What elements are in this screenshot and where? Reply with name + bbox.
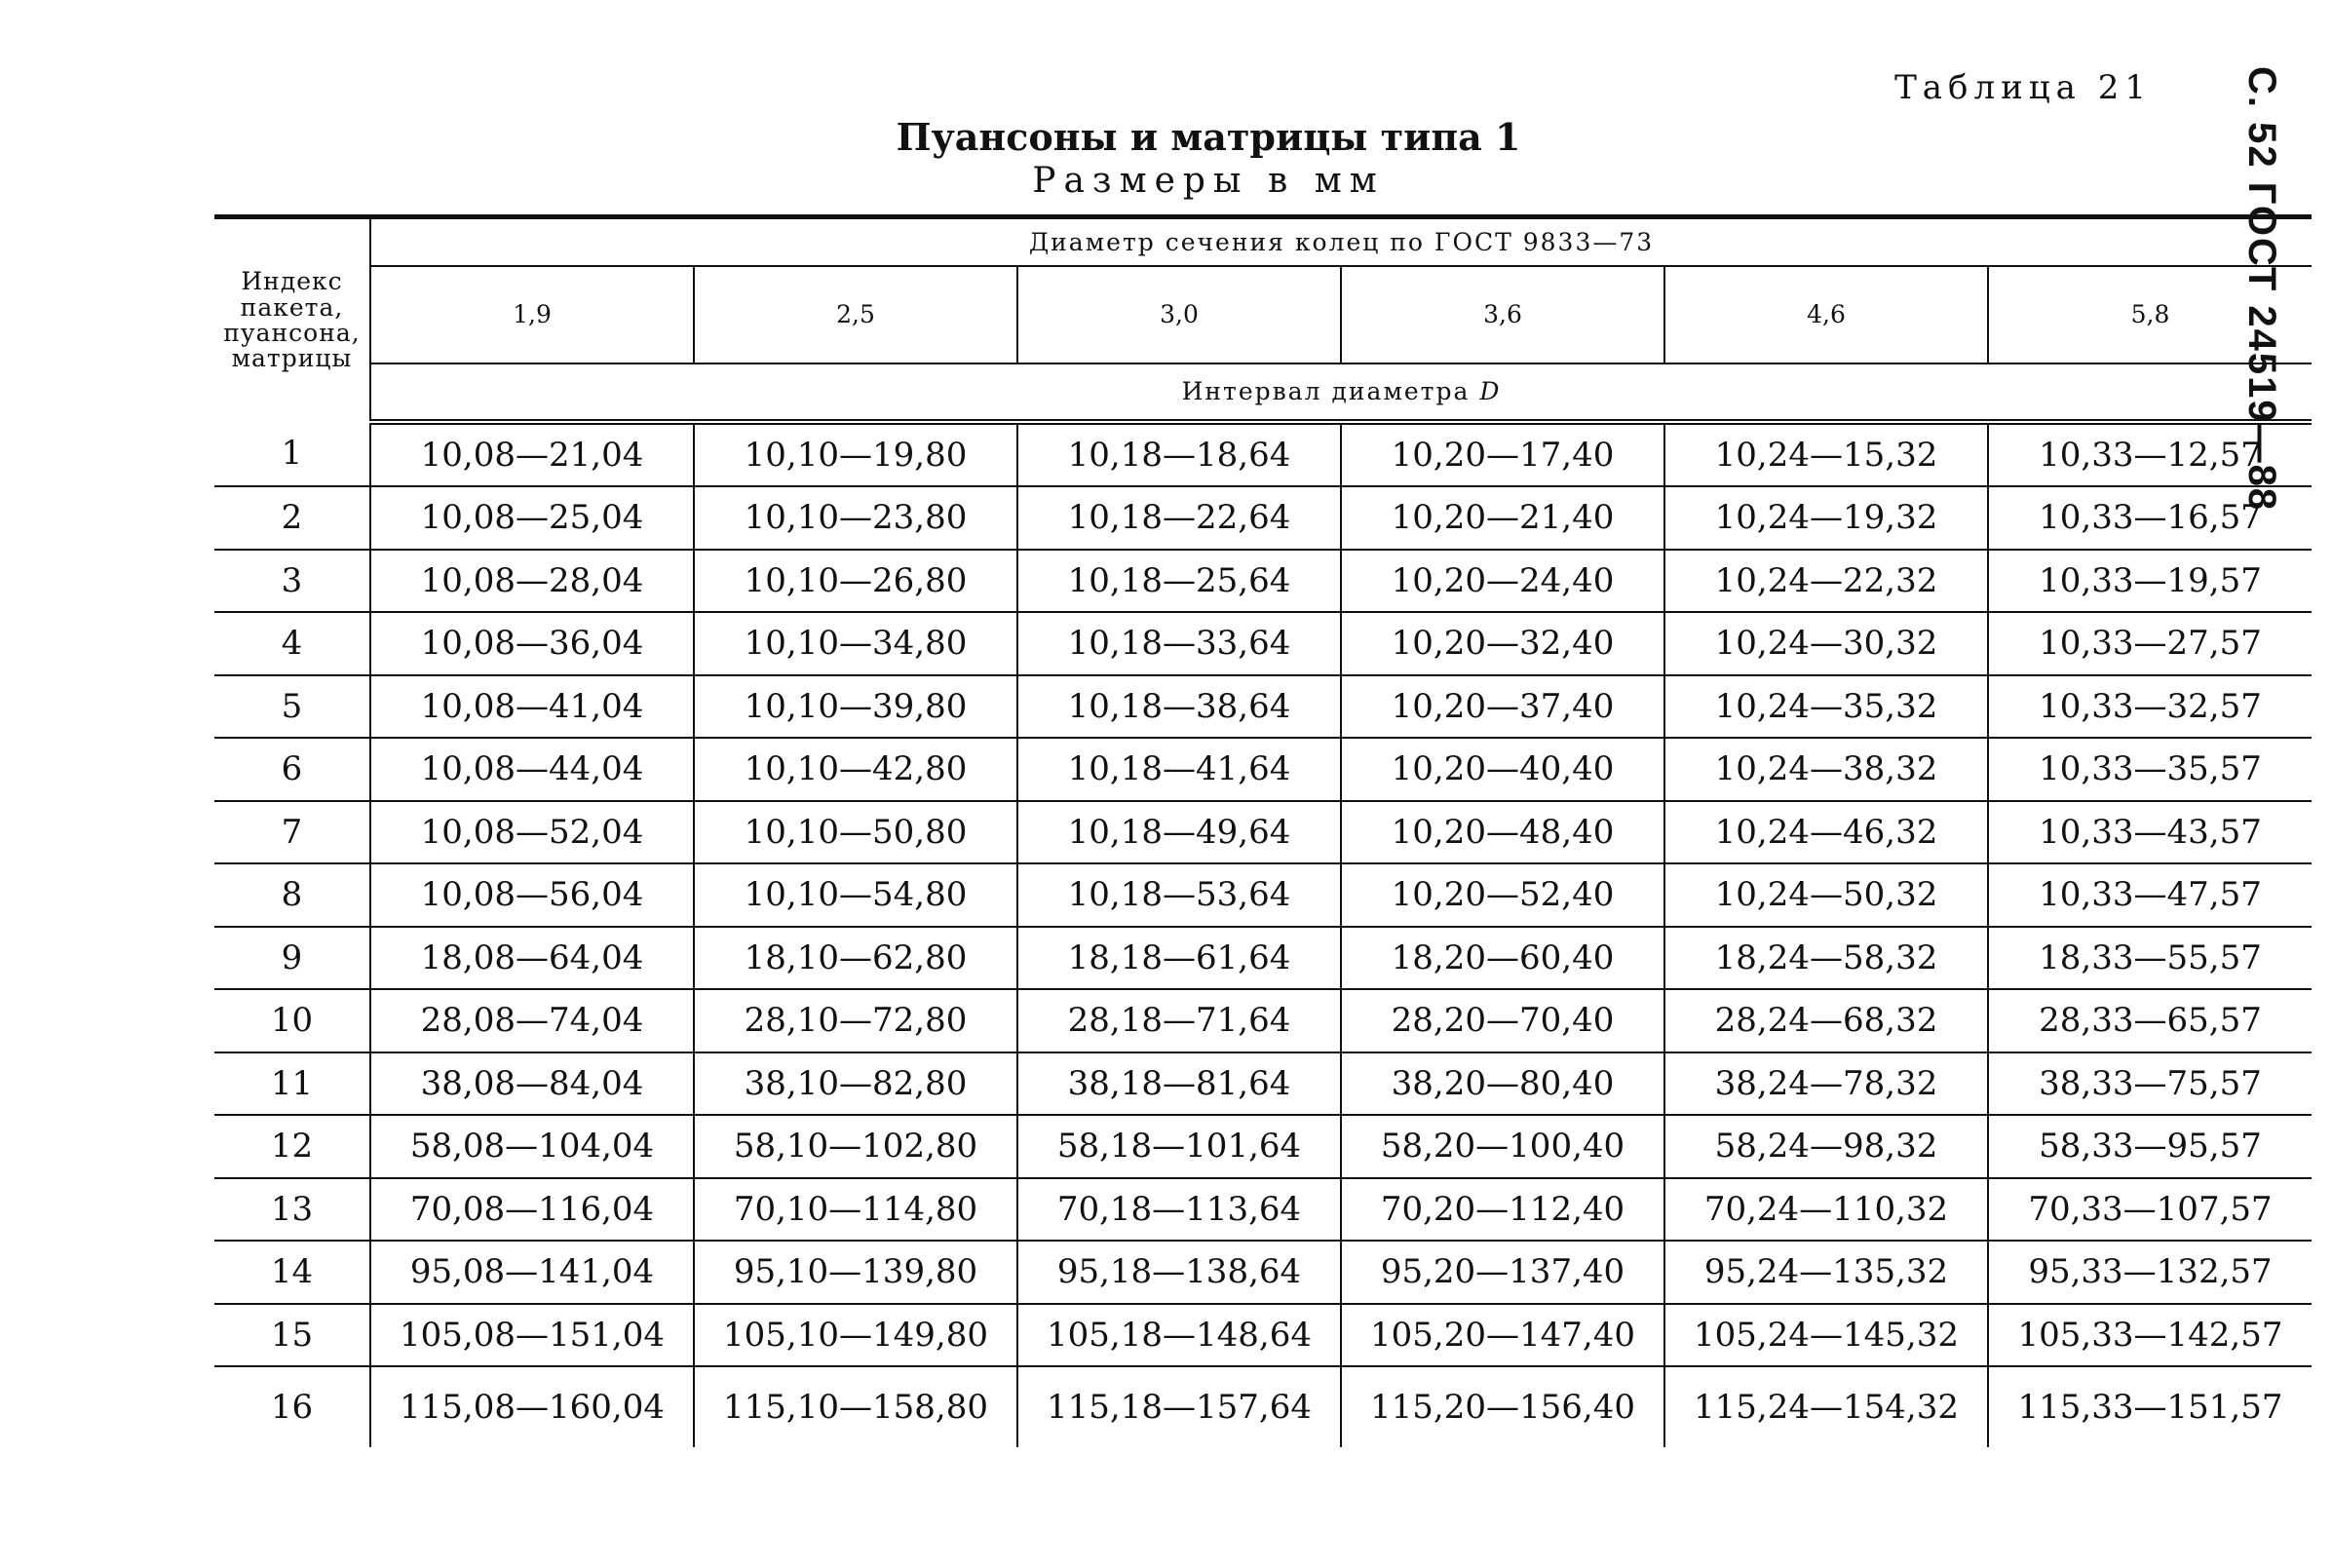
diameter-range-cell: 10,24—35,32 (1664, 675, 1988, 739)
diameter-range-cell: 10,20—40,40 (1341, 738, 1664, 801)
diameter-range-cell: 10,10—23,80 (694, 486, 1017, 550)
interval-label: Интервал диаметра (1181, 377, 1471, 405)
row-index-cell: 16 (214, 1366, 370, 1447)
row-index-cell: 6 (214, 738, 370, 801)
diameter-range-cell: 10,18—22,64 (1017, 486, 1341, 550)
diameter-range-cell: 10,08—41,04 (370, 675, 694, 739)
diameter-range-cell: 38,10—82,80 (694, 1052, 1017, 1116)
diameter-range-cell: 10,10—19,80 (694, 422, 1017, 487)
diameter-range-cell: 10,08—25,04 (370, 486, 694, 550)
row-index-cell: 1 (214, 422, 370, 487)
table-title: Пуансоны и матрицы типа 1 (896, 115, 1521, 159)
table-row (214, 675, 2312, 739)
diameter-range-cell: 38,33—75,57 (1988, 1052, 2312, 1116)
diameter-range-cell: 95,08—141,04 (370, 1241, 694, 1304)
diameter-range-cell: 28,20—70,40 (1341, 989, 1664, 1052)
diameter-range-cell: 38,18—81,64 (1017, 1052, 1341, 1116)
diameter-range-cell: 10,33—32,57 (1988, 675, 2312, 739)
diameter-range-cell: 10,20—48,40 (1341, 801, 1664, 864)
index-header-line: пуансона, (223, 318, 361, 347)
diameter-range-cell: 115,10—158,80 (694, 1366, 1017, 1447)
diameter-range-cell: 10,33—16,57 (1988, 486, 2312, 550)
diameter-range-cell: 10,18—18,64 (1017, 422, 1341, 487)
diameter-range-cell: 18,08—64,04 (370, 927, 694, 990)
index-header-line: пакета, (240, 292, 344, 322)
diameter-range-cell: 105,18—148,64 (1017, 1304, 1341, 1367)
diameter-range-cell: 10,33—12,57 (1988, 422, 2312, 487)
table-row (214, 1366, 2312, 1447)
table-subtitle: Размеры в мм (1032, 161, 1385, 201)
diameter-range-cell: 10,20—52,40 (1341, 863, 1664, 927)
table-row (214, 1052, 2312, 1116)
row-index-cell: 14 (214, 1241, 370, 1304)
diameter-range-cell: 10,20—32,40 (1341, 612, 1664, 675)
diameter-range-cell: 58,18—101,64 (1017, 1115, 1341, 1178)
diameter-range-cell: 70,10—114,80 (694, 1178, 1017, 1242)
diameter-range-cell: 70,20—112,40 (1341, 1178, 1664, 1242)
diameter-range-cell: 28,10—72,80 (694, 989, 1017, 1052)
diameter-range-cell: 10,20—37,40 (1341, 675, 1664, 739)
diameter-range-cell: 10,18—53,64 (1017, 863, 1341, 927)
table-row (214, 863, 2312, 927)
diameter-range-cell: 10,20—17,40 (1341, 422, 1664, 487)
diameter-range-cell: 115,18—157,64 (1017, 1366, 1341, 1447)
diameter-range-cell: 10,08—21,04 (370, 422, 694, 487)
diameter-range-cell: 105,10—149,80 (694, 1304, 1017, 1367)
row-index-cell: 2 (214, 486, 370, 550)
diameter-range-cell: 10,08—44,04 (370, 738, 694, 801)
diameter-range-cell: 28,33—65,57 (1988, 989, 2312, 1052)
table-row (214, 612, 2312, 675)
diameter-range-cell: 95,10—139,80 (694, 1241, 1017, 1304)
diameter-range-cell: 10,24—22,32 (1664, 550, 1988, 613)
diameter-range-cell: 105,08—151,04 (370, 1304, 694, 1367)
table-row (214, 422, 2312, 487)
table-row (214, 550, 2312, 613)
ring-diameter-group-header: Диаметр сечения колец по ГОСТ 9833—73 (370, 217, 2312, 266)
diameter-range-cell: 10,08—56,04 (370, 863, 694, 927)
diameter-range-cell: 95,20—137,40 (1341, 1241, 1664, 1304)
diameter-range-cell: 115,20—156,40 (1341, 1366, 1664, 1447)
diameter-range-cell: 18,10—62,80 (694, 927, 1017, 990)
diameter-range-cell: 10,33—35,57 (1988, 738, 2312, 801)
column-header-3-0: 3,0 (1017, 266, 1341, 363)
diameter-range-cell: 95,18—138,64 (1017, 1241, 1341, 1304)
diameter-range-cell: 10,24—15,32 (1664, 422, 1988, 487)
index-header (214, 217, 370, 422)
diameter-range-cell: 18,20—60,40 (1341, 927, 1664, 990)
diameter-range-cell: 70,24—110,32 (1664, 1178, 1988, 1242)
table-number: Таблица 21 (1894, 68, 2152, 107)
diameter-range-cell: 10,18—41,64 (1017, 738, 1341, 801)
row-index-cell: 4 (214, 612, 370, 675)
row-index-cell: 13 (214, 1178, 370, 1242)
row-index-cell: 11 (214, 1052, 370, 1116)
diameter-range-cell: 10,10—34,80 (694, 612, 1017, 675)
diameter-range-cell: 10,18—25,64 (1017, 550, 1341, 613)
diameter-range-cell: 10,08—52,04 (370, 801, 694, 864)
diameter-range-cell: 28,08—74,04 (370, 989, 694, 1052)
diameter-range-cell: 10,18—49,64 (1017, 801, 1341, 864)
diameter-range-cell: 10,08—28,04 (370, 550, 694, 613)
diameter-range-cell: 95,24—135,32 (1664, 1241, 1988, 1304)
diameter-range-cell: 10,18—38,64 (1017, 675, 1341, 739)
row-index-cell: 12 (214, 1115, 370, 1178)
index-header-line: матрицы (231, 344, 353, 372)
diameter-range-cell: 18,33—55,57 (1988, 927, 2312, 990)
diameter-range-cell: 10,33—43,57 (1988, 801, 2312, 864)
diameter-range-cell: 10,33—27,57 (1988, 612, 2312, 675)
diameter-range-cell: 70,33—107,57 (1988, 1178, 2312, 1242)
table-row (214, 1115, 2312, 1178)
diameter-range-cell: 10,24—19,32 (1664, 486, 1988, 550)
interval-symbol: D (1479, 377, 1502, 405)
table-row (214, 738, 2312, 801)
diameter-range-cell: 10,08—36,04 (370, 612, 694, 675)
row-index-cell: 7 (214, 801, 370, 864)
table-row (214, 801, 2312, 864)
index-header-line: Индекс (241, 267, 343, 296)
column-header-2-5: 2,5 (694, 266, 1017, 363)
diameter-range-cell: 105,20—147,40 (1341, 1304, 1664, 1367)
diameter-range-cell: 70,08—116,04 (370, 1178, 694, 1242)
diameter-range-cell: 38,24—78,32 (1664, 1052, 1988, 1116)
diameter-range-cell: 28,18—71,64 (1017, 989, 1341, 1052)
diameter-range-cell: 10,24—50,32 (1664, 863, 1988, 927)
table-row (214, 1241, 2312, 1304)
diameter-range-cell: 115,08—160,04 (400, 1388, 665, 1427)
column-header-1-9: 1,9 (370, 266, 694, 363)
dimensions-table (214, 214, 2312, 1447)
diameter-range-cell: 18,18—61,64 (1017, 927, 1341, 990)
row-index-cell: 9 (214, 927, 370, 990)
row-index-cell: 8 (214, 863, 370, 927)
diameter-range-cell: 105,33—142,57 (1988, 1304, 2312, 1367)
table-row (214, 927, 2312, 990)
diameter-range-cell: 10,10—26,80 (694, 550, 1017, 613)
diameter-range-cell: 10,18—33,64 (1017, 612, 1341, 675)
diameter-range-cell: 28,24—68,32 (1664, 989, 1988, 1052)
diameter-range-cell: 10,24—30,32 (1664, 612, 1988, 675)
column-header-5-8: 5,8 (1988, 266, 2312, 363)
diameter-range-cell: 10,10—39,80 (694, 675, 1017, 739)
column-header-4-6: 4,6 (1664, 266, 1988, 363)
column-header-3-6: 3,6 (1341, 266, 1664, 363)
table-row (214, 1304, 2312, 1367)
diameter-range-cell: 58,10—102,80 (694, 1115, 1017, 1178)
row-index-cell: 15 (214, 1304, 370, 1367)
diameter-range-cell: 58,33—95,57 (1988, 1115, 2312, 1178)
diameter-range-cell: 10,24—38,32 (1664, 738, 1988, 801)
document-page-code: С. 52 ГОСТ 24519—88 (2240, 66, 2283, 513)
diameter-range-cell: 58,08—104,04 (370, 1115, 694, 1178)
diameter-range-cell: 10,20—21,40 (1341, 486, 1664, 550)
diameter-range-cell: 95,33—132,57 (1988, 1241, 2312, 1304)
diameter-range-cell: 10,33—19,57 (1988, 550, 2312, 613)
diameter-range-cell: 115,24—154,32 (1664, 1366, 1988, 1447)
interval-header (370, 363, 2312, 422)
diameter-range-cell: 70,18—113,64 (1017, 1178, 1341, 1242)
row-index-cell: 3 (214, 550, 370, 613)
row-index-cell: 10 (214, 989, 370, 1052)
diameter-range-cell: 38,08—84,04 (370, 1052, 694, 1116)
row-index-cell: 5 (214, 675, 370, 739)
table-row (214, 486, 2312, 550)
diameter-range-cell: 58,20—100,40 (1341, 1115, 1664, 1178)
diameter-range-cell: 115,33—151,57 (1988, 1366, 2312, 1447)
diameter-range-cell: 10,20—24,40 (1341, 550, 1664, 613)
diameter-range-cell: 38,20—80,40 (1341, 1052, 1664, 1116)
diameter-range-cell: 10,10—54,80 (694, 863, 1017, 927)
diameter-range-cell: 58,24—98,32 (1664, 1115, 1988, 1178)
table-body (214, 422, 2312, 1448)
diameter-range-cell: 18,24—58,32 (1664, 927, 1988, 990)
diameter-range-cell: 105,24—145,32 (1664, 1304, 1988, 1367)
diameter-range-cell: 10,24—46,32 (1664, 801, 1988, 864)
table-row (214, 989, 2312, 1052)
table-row (214, 1178, 2312, 1242)
diameter-range-cell: 10,33—47,57 (1988, 863, 2312, 927)
diameter-range-cell: 10,10—50,80 (694, 801, 1017, 864)
diameter-range-cell: 10,10—42,80 (694, 738, 1017, 801)
